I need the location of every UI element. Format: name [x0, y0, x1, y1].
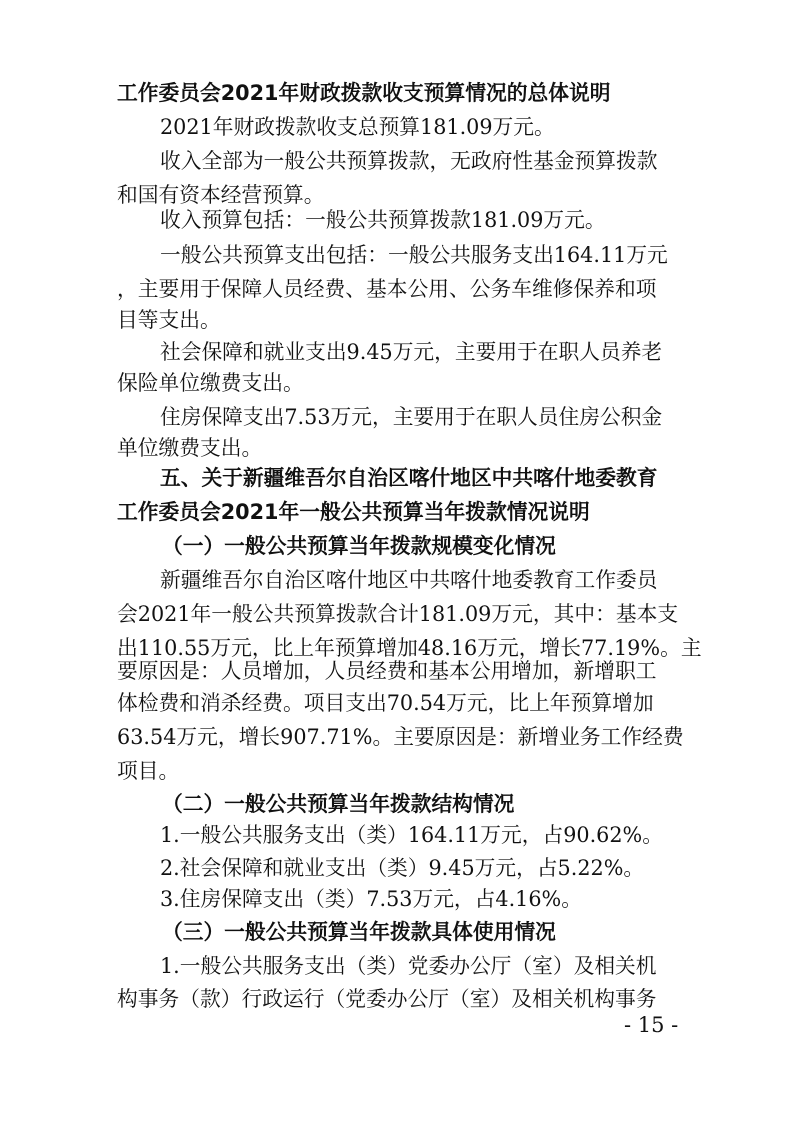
body-paragraph-cont: 目等支出。 [117, 308, 221, 332]
body-paragraph: 社会保障和就业支出9.45万元，主要用于在职人员养老 [160, 340, 663, 364]
body-paragraph: 一般公共预算支出包括：一般公共服务支出164.11万元 [160, 243, 668, 267]
body-paragraph-cont: 体检费和消杀经费。项目支出70.54万元，比上年预算增加 [117, 691, 654, 715]
list-item: 3.住房保障支出（类）7.53万元，占4.16%。 [160, 887, 582, 911]
body-paragraph: 收入预算包括：一般公共预算拨款181.09万元。 [160, 208, 606, 232]
body-paragraph: 收入全部为一般公共预算拨款，无政府性基金预算拨款 [160, 149, 658, 173]
body-paragraph-cont: 构事务（款）行政运行（党委办公厅（室）及相关机构事务 [117, 987, 657, 1011]
page-number: - 15 - [624, 1013, 679, 1037]
subsection-heading: （一）一般公共预算当年拨款规模变化情况 [162, 533, 556, 558]
body-paragraph-cont: 单位缴费支出。 [117, 436, 263, 460]
list-item: 2.社会保障和就业支出（类）9.45万元，占5.22%。 [160, 856, 645, 880]
section-heading-continued: 工作委员会2021年财政拨款收支预算情况的总体说明 [117, 81, 611, 105]
body-paragraph: 1.一般公共服务支出（类）党委办公厅（室）及相关机 [160, 954, 657, 978]
body-paragraph-cont: 和国有资本经营预算。 [117, 183, 325, 207]
section-heading: 五、关于新疆维吾尔自治区喀什地区中共喀什地委教育 [160, 466, 658, 490]
body-paragraph-cont: 要原因是：人员增加，人员经费和基本公用增加，新增职工 [117, 659, 657, 683]
body-paragraph-cont: 63.54万元，增长907.71%。主要原因是：新增业务工作经费 [117, 725, 684, 749]
body-paragraph-cont: 会2021年一般公共预算拨款合计181.09万元，其中：基本支 [117, 602, 679, 626]
body-paragraph: 住房保障支出7.53万元，主要用于在职人员住房公积金 [160, 405, 663, 429]
body-paragraph-cont: ，主要用于保障人员经费、基本公用、公务车维修保养和项 [117, 277, 657, 301]
body-paragraph-cont: 出110.55万元，比上年预算增加48.16万元，增长77.19%。主 [117, 636, 702, 660]
list-item: 1.一般公共服务支出（类）164.11万元，占90.62%。 [160, 823, 663, 847]
body-paragraph: 2021年财政拨款收支总预算181.09万元。 [160, 115, 555, 139]
section-heading-cont: 工作委员会2021年一般公共预算当年拨款情况说明 [117, 500, 590, 524]
subsection-heading: （二）一般公共预算当年拨款结构情况 [162, 791, 515, 816]
subsection-heading: （三）一般公共预算当年拨款具体使用情况 [162, 919, 556, 944]
body-paragraph: 新疆维吾尔自治区喀什地区中共喀什地委教育工作委员 [160, 568, 658, 592]
body-paragraph-cont: 保险单位缴费支出。 [117, 371, 304, 395]
body-paragraph-cont: 项目。 [117, 759, 180, 783]
